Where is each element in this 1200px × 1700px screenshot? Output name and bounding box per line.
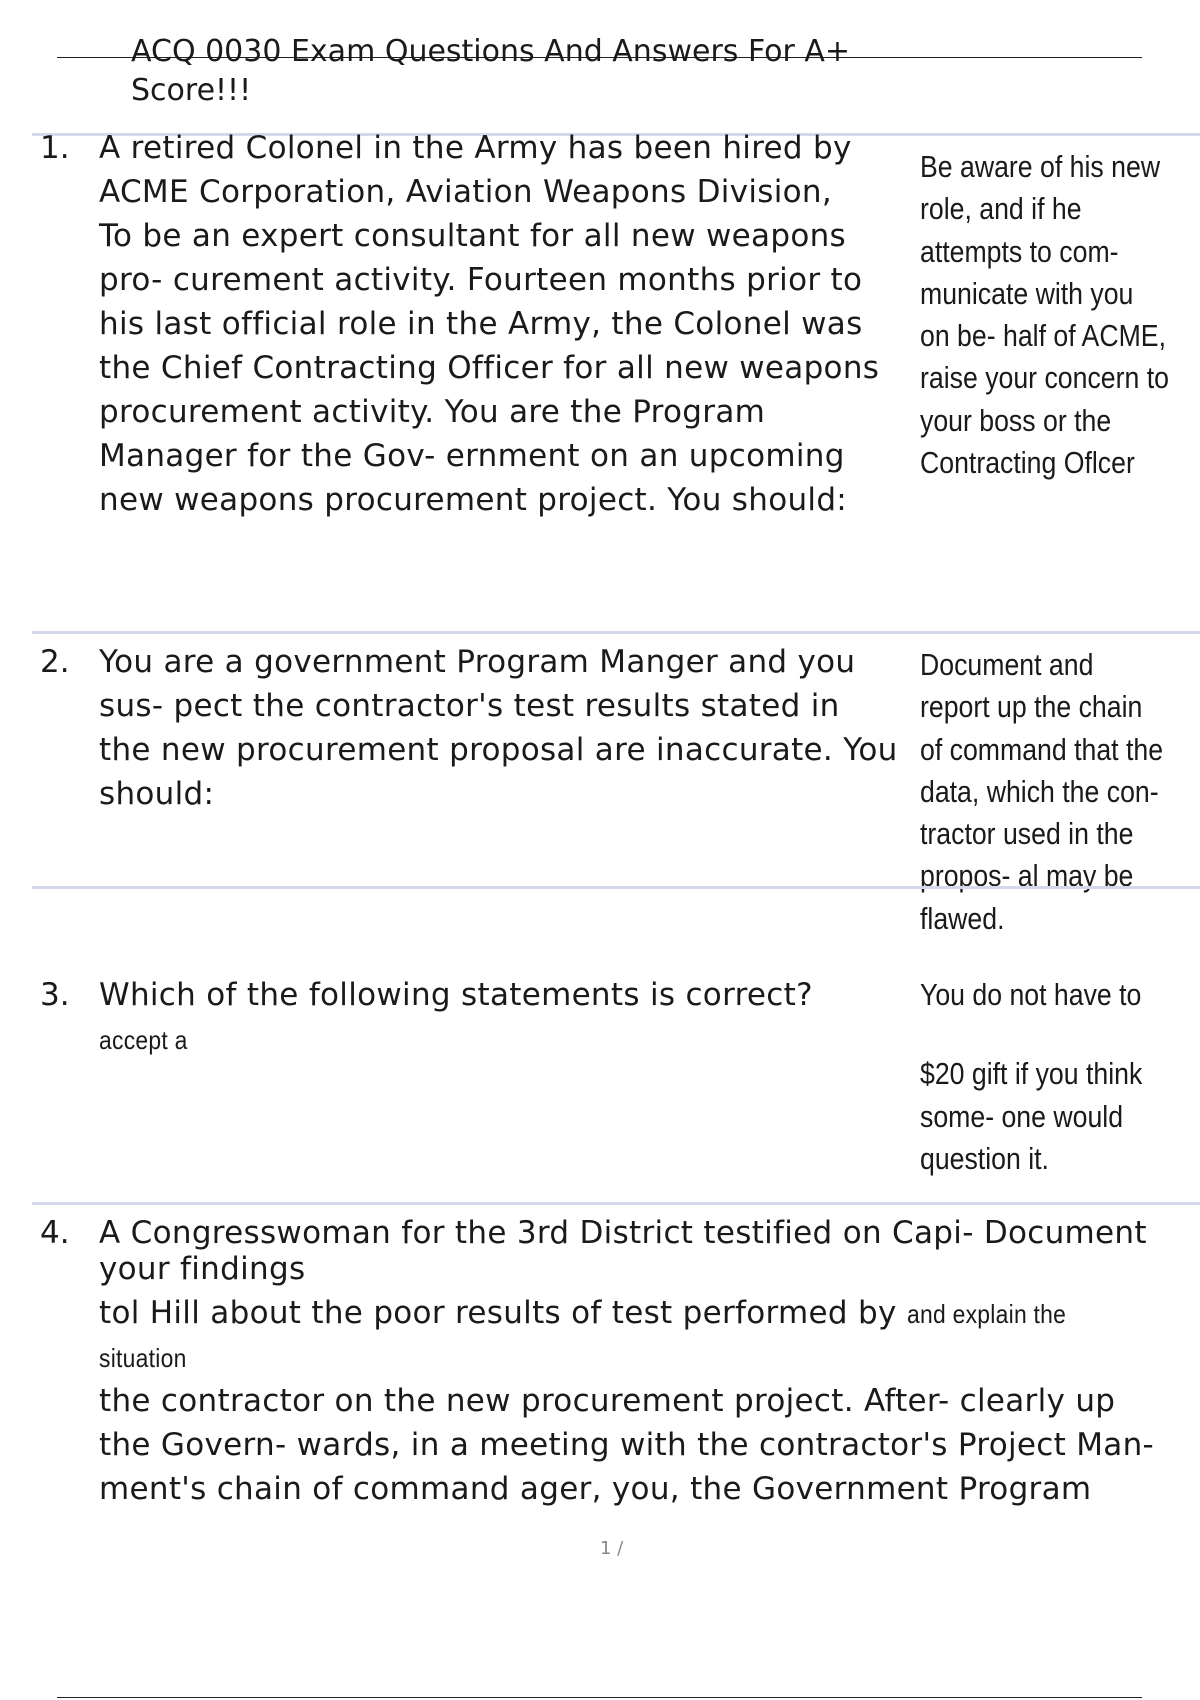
question-line: A Congresswoman for the 3rd District testified on Capi- Document: [99, 1215, 1147, 1251]
question-text: [99, 1211, 1164, 1511]
question-number: 1.: [40, 130, 70, 166]
page-marker: 1 /: [600, 1538, 624, 1559]
row-divider: [32, 1202, 1200, 1205]
question-line: situation: [99, 1343, 187, 1373]
question-number: 3.: [40, 977, 70, 1013]
question-text: [99, 973, 899, 1061]
question-line: You are a government Program Manger and you sus- pect the contractor's test results stated in the new procurement proposal are inaccurate. You should:: [99, 644, 898, 812]
question-number: 4.: [40, 1215, 70, 1251]
answer-line: $20 gift if you think some- one would question it.: [920, 1056, 1143, 1176]
footer-rule: [57, 1697, 1142, 1698]
answer-line: You do not have to: [920, 977, 1142, 1012]
question-line: and explain the: [906, 1299, 1066, 1329]
document-title: ACQ 0030 Exam Questions And Answers For A+ Score!!!: [131, 34, 851, 108]
question-line: A retired Colonel in the Army has been hired by ACME Corporation, Aviation Weapons Division,: [99, 130, 852, 210]
question-line: tol Hill about the poor results of test performed by: [99, 1295, 897, 1331]
answer-text: Document and report up the chain of command that the data, which the con- tractor used in the propos- al may be flawed.: [920, 647, 1164, 936]
question-number: 2.: [40, 644, 70, 680]
question-line: your findings: [99, 1251, 306, 1287]
question-line: Which of the following statements is correct?: [99, 977, 813, 1013]
answer-text: Be aware of his new role, and if he attempts to com- municate with you on be- half of ACME, raise your concern to your boss or the Contracting Oflcer: [920, 149, 1169, 481]
question-line: the contractor on the new procurement project. After- clearly up the Govern- wards, in a meeting with the contractor's Project Man- ment's chain of command ager, you, the Government Program: [99, 1383, 1154, 1507]
answer-text: [920, 974, 1169, 1180]
question-text: [99, 640, 899, 816]
question-line: To be an expert consultant for all new weapons pro- curement activity. Fourteen months prior to his last official role in the Army, the Colonel was the Chief Contracting Officer for all new weapons procurement activity. You are the Program Manager for the Gov- ernment on an upcoming new weapons procurement project. You should:: [99, 218, 880, 518]
question-line: accept a: [99, 1025, 188, 1055]
question-text: [99, 126, 899, 522]
row-divider: [32, 631, 1200, 634]
row-divider: [32, 886, 1200, 889]
